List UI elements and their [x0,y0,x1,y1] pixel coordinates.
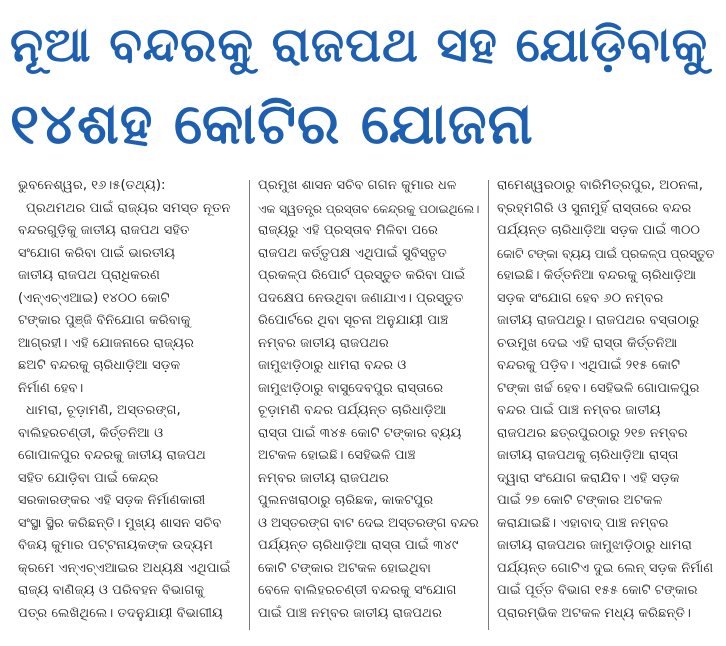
article-text-line: ଏକ ସ୍ୱତନ୍ତ୍ର ପ୍ରସ୍ତାବ କେନ୍ଦ୍ରକୁ ପଠାଇଥିଲେ। [258,201,480,216]
article-text-line: ସହିତ ଯୋଡ଼ିବା ପାଇଁ କେନ୍ଦ୍ର [18,470,159,486]
article-text-line: ଗୋପାଳପୁର ବନ୍ଦରକୁ ଜାତୀୟ ରାଜପଥ [18,448,206,463]
article-text-line: ପୁଲନଖରାଠାରୁ ଚାରିଛକ, କାକଟପୁର [258,493,434,508]
article-text-line: କୋଟି ଟଙ୍କା ବ୍ୟୟ ପାଇଁ ପ୍ରକଳ୍ପ ପ୍ରସ୍ତୁତ [497,246,715,261]
article-text-line: ପ୍ରମୁଖ ଶାସନ ସଚିବ ଗଗନ କୁମାର ଧଳ [258,178,457,193]
article-text-line: ଜାତୀୟ ରାଜପଥକୁ ଚାରିଧାଡ଼ିଆ ରାସ୍ତା [497,448,679,463]
article-text-line: ବ୍ରହ୍ମଗିରି ଓ ସୁନାମୁହିଁ ରାସ୍ତାରେ ବନ୍ଦର [497,200,692,216]
article-text-line: ପଦକ୍ଷେପ ନେଉଥିବା ଜଣାଯାଏ। ପ୍ରସ୍ତୁତ [258,290,464,306]
article-text-line: ପ୍ରକଳ୍ପ ରିପୋର୍ଟ ପ୍ରସ୍ତୁତ କରିବା ପାଇଁ [258,268,466,283]
article-text-line: ପାଇଁ ୨୭ କୋଟି ଟଙ୍କାର ଅଟକଳ [497,493,663,508]
headline-line-2: ୧୪ଶହ କୋଟିର ଯୋଜନା [10,92,534,157]
article-text-line: ଚଉମୁଖ ଦେଇ ଏହି ରାସ୍ତା କିର୍ତ୍ତନିଆ [497,335,678,351]
article-text-line: ଦ୍ୱାରା ସଂଯୋଗ କରାଯିବ। ଏହି ସଡ଼କ [497,470,680,486]
article-text-line: ପର୍ଯ୍ୟନ୍ତ ଚାରିଧାଡ଼ିଆ ରାସ୍ତା ପାଇଁ ୩୪୯ [258,538,459,553]
article-text-line: ପତ୍ର ଲେଖିଥିଲେ। ତଦନୁଯାୟୀ ବିଭାଗୀୟ [18,605,223,621]
headline [0,0,726,175]
headline-line-1: ନୂଆ ବନ୍ଦରକୁ ରାଜପଥ ସହ ଯୋଡ଼ିବାକୁ [10,17,709,73]
article-text-line: କ୍ରମେ ଏନ୍‌ଏଚ୍‌ଏଆଇର ଅଧ୍ୟକ୍ଷ ଏଥିପାଇଁ [18,560,231,576]
article-text-line: ରାସ୍ତା ପାଇଁ ୩୪୫ କୋଟି ଟଙ୍କାର ବ୍ୟୟ [258,425,462,441]
article-text-line: ଧାମରା, ଚୂଡ଼ାମଣି, ଅସ୍ତରଙ୍ଗ, [26,403,181,418]
article-text-line: ଚୂଡ଼ାମଣି ବନ୍ଦର ପର୍ଯ୍ୟନ୍ତ ଚାରିଧାଡ଼ିଆ [258,403,447,418]
article-text-line: ଆଗ୍ରହୀ। ଏହି ଯୋଜନାରେ ରାଜ୍ୟର [18,335,194,351]
article-text-line: ନିର୍ମାଣ ହେବ। [18,380,84,396]
article-body [0,175,726,646]
article-text-line: ବିଜୟ କୁମାର ପଟ୍ଟନାୟକଙ୍କ ଉଦ୍ୟମ [18,538,214,553]
article-text-line: ପର୍ଯ୍ୟନ୍ତ ଗୋଟିଏ ଦୁଇ ଲେନ୍ ସଡ଼କ ନିର୍ମାଣ [497,560,714,576]
article-text-line: ଜାତୀୟ ରାଜପଥରୁ। ରାଜପଥର ବସ୍ତାଠାରୁ [497,313,700,328]
article-text-line: ବନ୍ଦର ପାଇଁ ପାଞ୍ଚ ନମ୍ବର ଜାତୀୟ [497,403,661,418]
article-text-line: ବେଳେ ବାଲିହରଚଣ୍ଡୀ ବନ୍ଦରକୁ ସଂଯୋଗ [258,583,457,598]
article-text-line: ପ୍ରଥମଥର ପାଇଁ ରାଜ୍ୟର ସମସ୍ତ ନୂତନ [26,200,231,216]
article-text-line: ଟଙ୍କାର ପୁଞ୍ଜି ବିନିଯୋଗ କରିବାକୁ [18,313,191,328]
article-text-line: ଓ ଅସ୍ତରଙ୍ଗ ବାଟ ଦେଇ ଅସ୍ତରଙ୍ଗ ବନ୍ଦର [258,515,479,531]
article-text-line: ରାଜପଥର ଛତ୍ରପୁରଠାରୁ ୨୧୭ ନମ୍ବର [497,425,688,441]
article-text-line: ଅଟକଳ ହୋଇଛି। ସେହିଭଳି ପାଞ୍ଚ [258,448,416,463]
article-text-line: ନମ୍ବର ଜାତୀୟ ରାଜପଥର [258,470,389,486]
article-text-line: ସଂଯୋଗ କରିବା ପାଇଁ ଭାରତୀୟ [18,245,176,261]
article-column-2 [258,175,480,640]
column-divider [488,180,489,630]
article-text-line: ସଡ଼କ ସଂଯୋଗ ହେବ ୬୦ ନମ୍ବର [497,290,664,306]
article-text-line: ପ୍ରାରମ୍ଭିକ ଅଟକଳ ମଧ୍ୟ କରିଛନ୍ତି। [497,605,691,621]
article-text-line: କରାଯାଇଛି। ଏହାବାଦ୍ ପାଞ୍ଚ ନମ୍ବର [497,515,669,531]
article-text-line: ସରକାରଙ୍କର ଏହି ସଡ଼କ ନିର୍ମାଣକାରୀ [18,493,206,508]
article-text-line: ବନ୍ଦରକୁ ପଡ଼ିବ। ଏଥିପାଇଁ ୨୧୫ କୋଟି [497,358,681,373]
article-text-line: ରାଜ୍ୟରୁ ଏହି ପ୍ରସ୍ତାବ ମିଳିବା ପରେ [258,223,438,238]
article-text-line: ଛଅଟି ବନ୍ଦରକୁ ଚାରିଧାଡ଼ିଆ ସଡ଼କ [18,358,181,373]
article-text-line: ବନ୍ଦରଗୁଡ଼ିକୁ ଜାତୀୟ ରାଜପଥ ସହିତ [18,223,190,238]
column-divider [249,180,250,630]
article-text-line: କୋଟି ଟଙ୍କାର ଅଟକଳ ହୋଇଥିବା [258,560,431,576]
article-text-line: ରାଜ୍ୟ ବାଣିଜ୍ୟ ଓ ପରିବହନ ବିଭାଗକୁ [18,583,205,598]
article-text-line: ରିପୋର୍ଟରେ ଥିବା ସୂଚନା ଅନୁଯାୟୀ ପାଞ୍ଚ [258,313,449,328]
article-column-3 [497,175,715,640]
article-column-1 [18,175,240,640]
article-text-line: ଜାତୀୟ ରାଜପଥର ଜାମୁଝାଡ଼ିଠାରୁ ଧାମରା [497,538,692,553]
article-text-line: ପାଇଁ ପାଞ୍ଚ ନମ୍ବର ଜାତୀୟ ରାଜପଥର [258,605,442,621]
article-text-line: ରାମେଶ୍ୱରଠାରୁ ବାରିମିତ୍ରପୁର, ଅଠନଳା, [497,178,703,193]
article-text-line: ପାଇଁ ପୂର୍ତ୍ତ ବିଭାଗ ୧୫୫ କୋଟି ଟଙ୍କାର [497,583,698,598]
article-text-line: ଟଙ୍କା ଖର୍ଚ୍ଚ ହେବ। ସେହିଭଳି ଗୋପାଳପୁର [497,380,700,396]
article-text-line: (ଏନ୍‌ଏଚ୍‌ଏଆଇ) ୧୪୦୦ କୋଟି [18,290,170,306]
article-text-line: ରାଜପଥ କର୍ତ୍ତୃପକ୍ଷ ଏଥିପାଇଁ ସୁବିସ୍ତୃତ [258,245,447,261]
article-text-line: ଜାମୁଝାଡ଼ିଠାରୁ ବାସୁଦେବପୁର ରାସ୍ତାରେ [258,380,444,396]
article-text-line: ଜାମୁଝାଡ଼ିଠାରୁ ଧାମରା ବନ୍ଦର ଓ [258,358,407,373]
article-text-line: ସଂସ୍ଥା ସ୍ଥିର କରିଛନ୍ତି। ମୁଖ୍ୟ ଶାସନ ସଚିବ [18,515,222,531]
article-text-line: ବାଲିହରଚଣ୍ଡୀ, କିର୍ତ୍ତନିଆ ଓ [18,425,164,441]
article-text-line: ହୋଇଛି। କିର୍ତ୍ତନିଆ ବନ୍ଦରକୁ ଚାରିଧାଡ଼ିଆ [497,268,697,283]
article-text-line: ଜାତୀୟ ରାଜପଥ ପ୍ରାଧିକରଣ [18,268,160,283]
article-text-line: ଭୁବନେଶ୍ୱର, ୧୬।୫(ତଥ୍ୟ): [18,178,166,193]
article-text-line: ପର୍ଯ୍ୟନ୍ତ ଚାରିଧାଡ଼ିଆ ସଡ଼କ ପାଇଁ ୩୦୦ [497,223,701,238]
article-text-line: ନମ୍ବର ଜାତୀୟ ରାଜପଥର [258,335,389,351]
